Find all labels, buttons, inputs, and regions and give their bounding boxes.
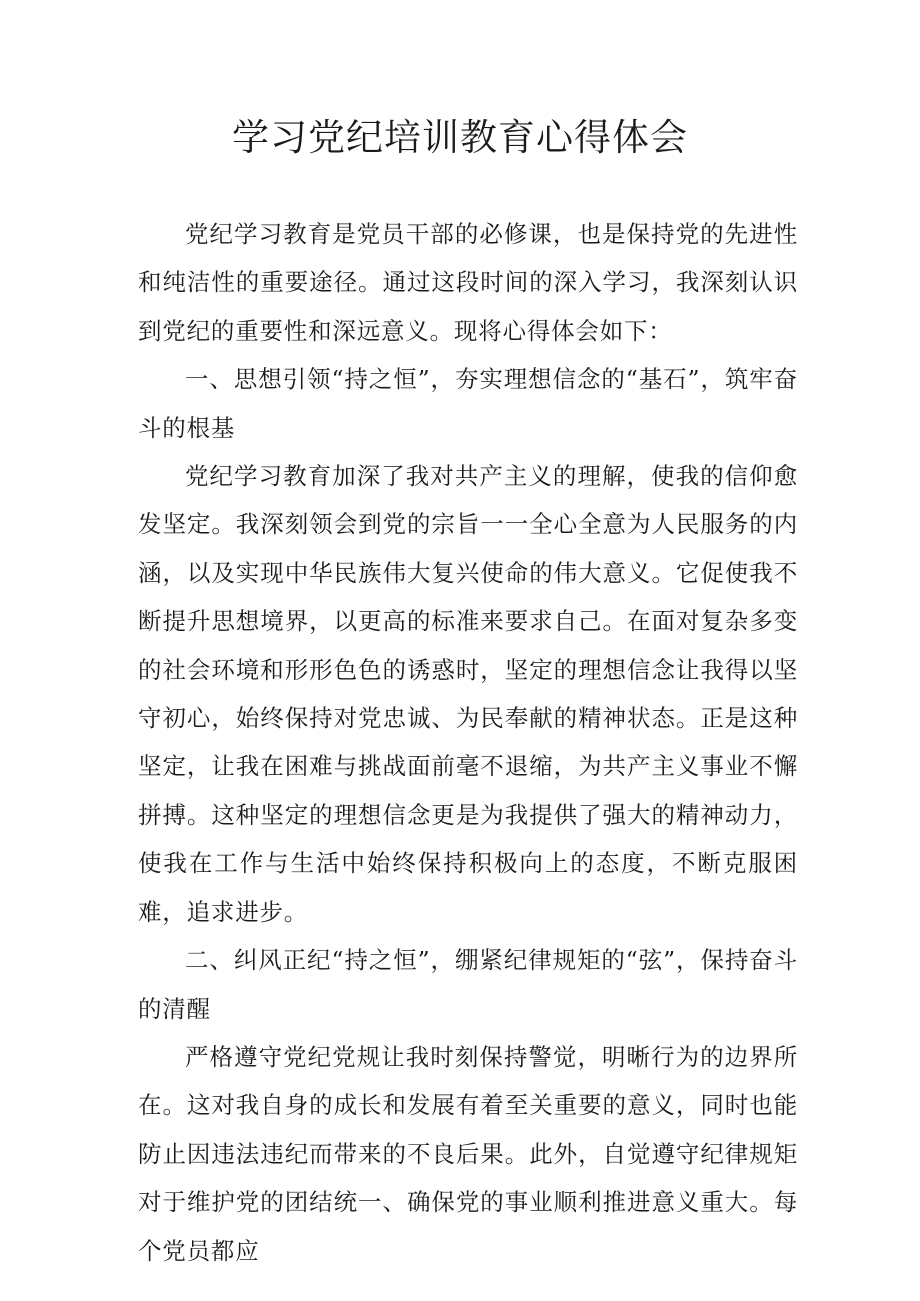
document-body <box>138 210 798 1275</box>
paragraph-section-1: 党纪学习教育加深了我对共产主义的理解，使我的信仰愈发坚定。我深刻领会到党的宗旨一一全心全意为人民服务的内涵，以及实现中华民族伟大复兴使命的伟大意义。它促使我不断提升思想境界，以更高的标准来要求自己。在面对复杂多变的社会环境和形形色色的诱惑时，坚定的理想信念让我得以坚守初心，始终保持对党忠诚、为民奉献的精神状态。正是这种坚定，让我在困难与挑战面前毫不退缩，为共产主义事业不懈拼搏。这种坚定的理想信念更是为我提供了强大的精神动力，使我在工作与生活中始终保持积极向上的态度，不断克服困难，追求进步。 <box>138 462 798 926</box>
document-title: 学习党纪培训教育心得体会 <box>232 116 688 159</box>
section-heading-2: 二、纠风正纪“持之恒”，绷紧纪律规矩的“弦”，保持奋斗的清醒 <box>138 946 798 1023</box>
section-heading-1: 一、思想引领“持之恒”，夯实理想信念的“基石”，筑牢奋斗的根基 <box>138 365 798 442</box>
paragraph-intro: 党纪学习教育是党员干部的必修课，也是保持党的先进性和纯洁性的重要途径。通过这段时间的深入学习，我深刻认识到党纪的重要性和深远意义。现将心得体会如下： <box>138 220 798 345</box>
paragraph-section-2: 严格遵守党纪党规让我时刻保持警觉，明晰行为的边界所在。这对我自身的成长和发展有着至关重要的意义，同时也能防止因违法违纪而带来的不良后果。此外，自觉遵守纪律规矩对于维护党的团结统一、确保党的事业顺利推进意义重大。每个党员都应 <box>138 1042 798 1265</box>
